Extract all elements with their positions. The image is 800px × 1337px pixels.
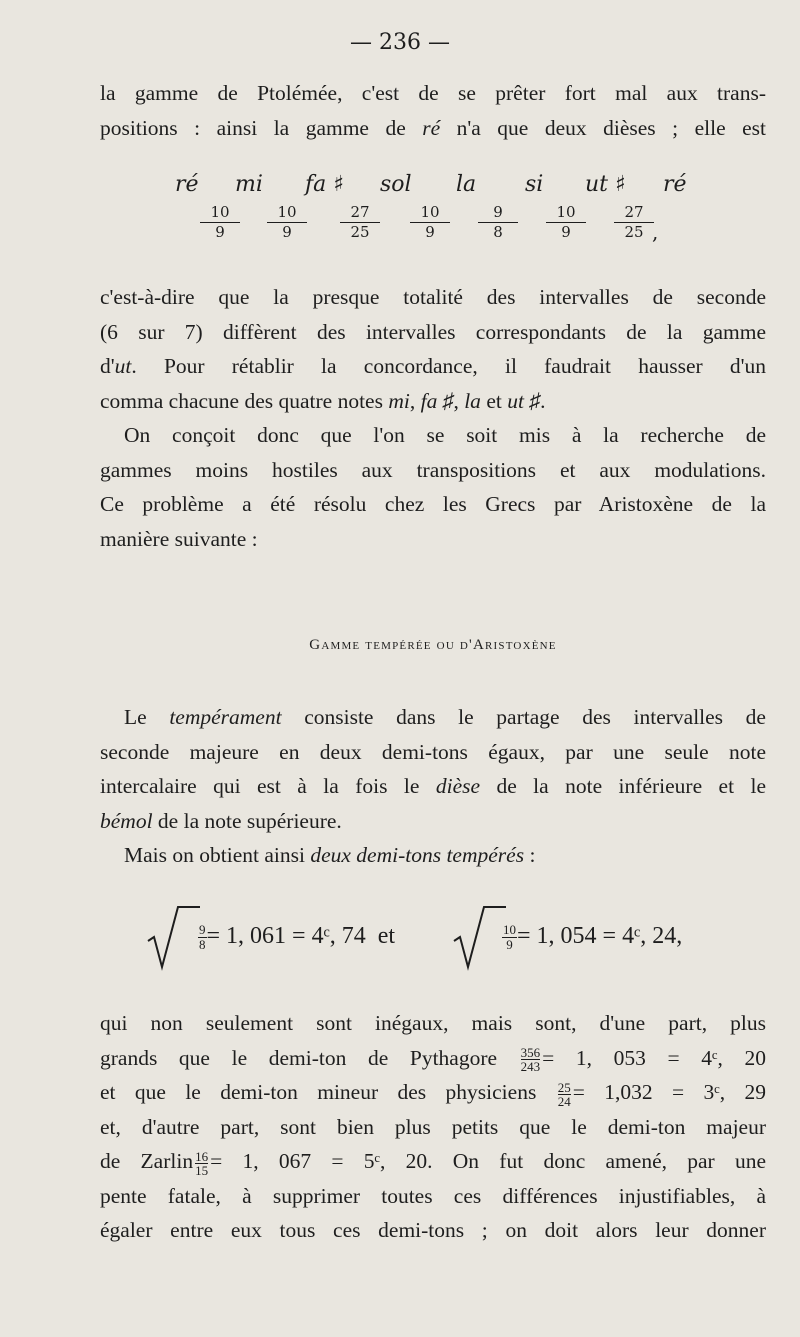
interval-fraction: $\frac{27}{25}$ [614,204,654,241]
text-line: (6 sur 7) diffèrent des intervalles correspondants de la gamme [100,319,766,344]
text-line: comma chacune des quatre notes mi, fa ♯, la et ut ♯. [100,388,546,413]
text-line: pente fatale, à supprimer toutes ces différences injustifiables, à [100,1183,766,1208]
formula-part-2: $\frac{10}{9}$ = 1, 054 = 4ᶜ, 24, [503,922,683,952]
note: mi [235,172,263,197]
text-line: intercalaire qui est à la fois le dièse de la note inférieure et le [100,774,766,798]
text-line: la gamme de Ptolémée, c'est de se prêter fort mal aux trans- [100,81,766,105]
note: ré [175,172,199,197]
text-line: Mais on obtient ainsi deux demi-tons tempérés : [124,843,536,867]
interval-fraction: $\frac{10}{9}$ [200,204,240,241]
text-line: égaler entre eux tous ces demi-tons ; on doit alors leur donner [100,1218,766,1242]
text-line: seconde majeure en deux demi-tons égaux, par une seule note [100,739,766,764]
text-line: de Zarlin $\frac{16}{15}$ = 1, 067 = 5ᶜ, 20. On fut donc amené, par une [100,1148,766,1178]
fraction: $\frac{9}{8}$ [199,922,206,952]
interval-fraction: $\frac{27}{25}$ [340,204,380,241]
text-line: On conçoit donc que l'on se soit mis à la recherche de [124,423,766,447]
text-line: Ce problème a été résolu chez les Grecs par Aristoxène de la [100,492,766,516]
note: fa ♯ [305,172,344,197]
paragraph-1 [100,76,766,145]
temperament-formula [140,905,780,975]
paragraph-3 [100,418,766,556]
text-line: grands que le demi-ton de Pythagore $\frac{356}{243}$ = 1, 053 = 4ᶜ, 20 [100,1045,766,1075]
fraction: $\frac{25}{24}$ [557,1079,571,1109]
note: ré [663,172,687,197]
note: la [456,172,477,197]
text-line: gammes moins hostiles aux transpositions et aux modulations. [100,457,766,482]
text-line: d'ut. Pour rétablir la concordance, il faudrait hausser d'un [100,354,766,378]
note: si [525,172,544,197]
section-heading: Gamme tempérée ou d'Aristoxène [309,637,557,653]
formula-part-1: $\frac{9}{8}$ = 1, 061 = 4ᶜ, 74 et [199,922,396,952]
square-root-icon [452,905,508,971]
text-line: c'est-à-dire que la presque totalité des intervalles de seconde [100,285,766,309]
paragraph-4 [100,700,766,838]
fraction: $\frac{356}{243}$ [520,1045,541,1075]
text-line: et que le demi-ton mineur des physiciens $\frac{25}{24}$ = 1,032 = 3ᶜ, 29 [100,1079,766,1109]
text-line: positions : ainsi la gamme de ré n'a que deux dièses ; elle est [100,115,767,140]
square-root-icon [146,905,202,971]
fraction: $\frac{10}{9}$ [503,922,516,952]
text-line: et, d'autre part, sont bien plus petits que le demi-ton majeur [100,1114,766,1139]
fraction: $\frac{16}{15}$ [195,1148,209,1178]
note: sol [380,172,412,197]
paragraph-6 [100,1006,766,1248]
note: ut ♯ [585,172,626,197]
text-line: qui non seulement sont inégaux, mais sont, d'une part, plus [100,1011,766,1035]
interval-fraction: $\frac{10}{9}$ [546,204,586,241]
text-line: bémol de la note supérieure. [100,808,342,833]
text-line: Le tempérament consiste dans le partage des intervalles de [124,705,766,729]
interval-fraction: $\frac{9}{8}$ [478,204,518,241]
paragraph-2 [100,280,766,418]
page-number: — 236 — [350,30,450,55]
paragraph-5 [100,838,766,873]
text-line: manière suivante : [100,526,258,551]
interval-fraction: $\frac{10}{9}$ [267,204,307,241]
trailing-comma: , [652,220,659,244]
interval-fraction: $\frac{10}{9}$ [410,204,450,241]
